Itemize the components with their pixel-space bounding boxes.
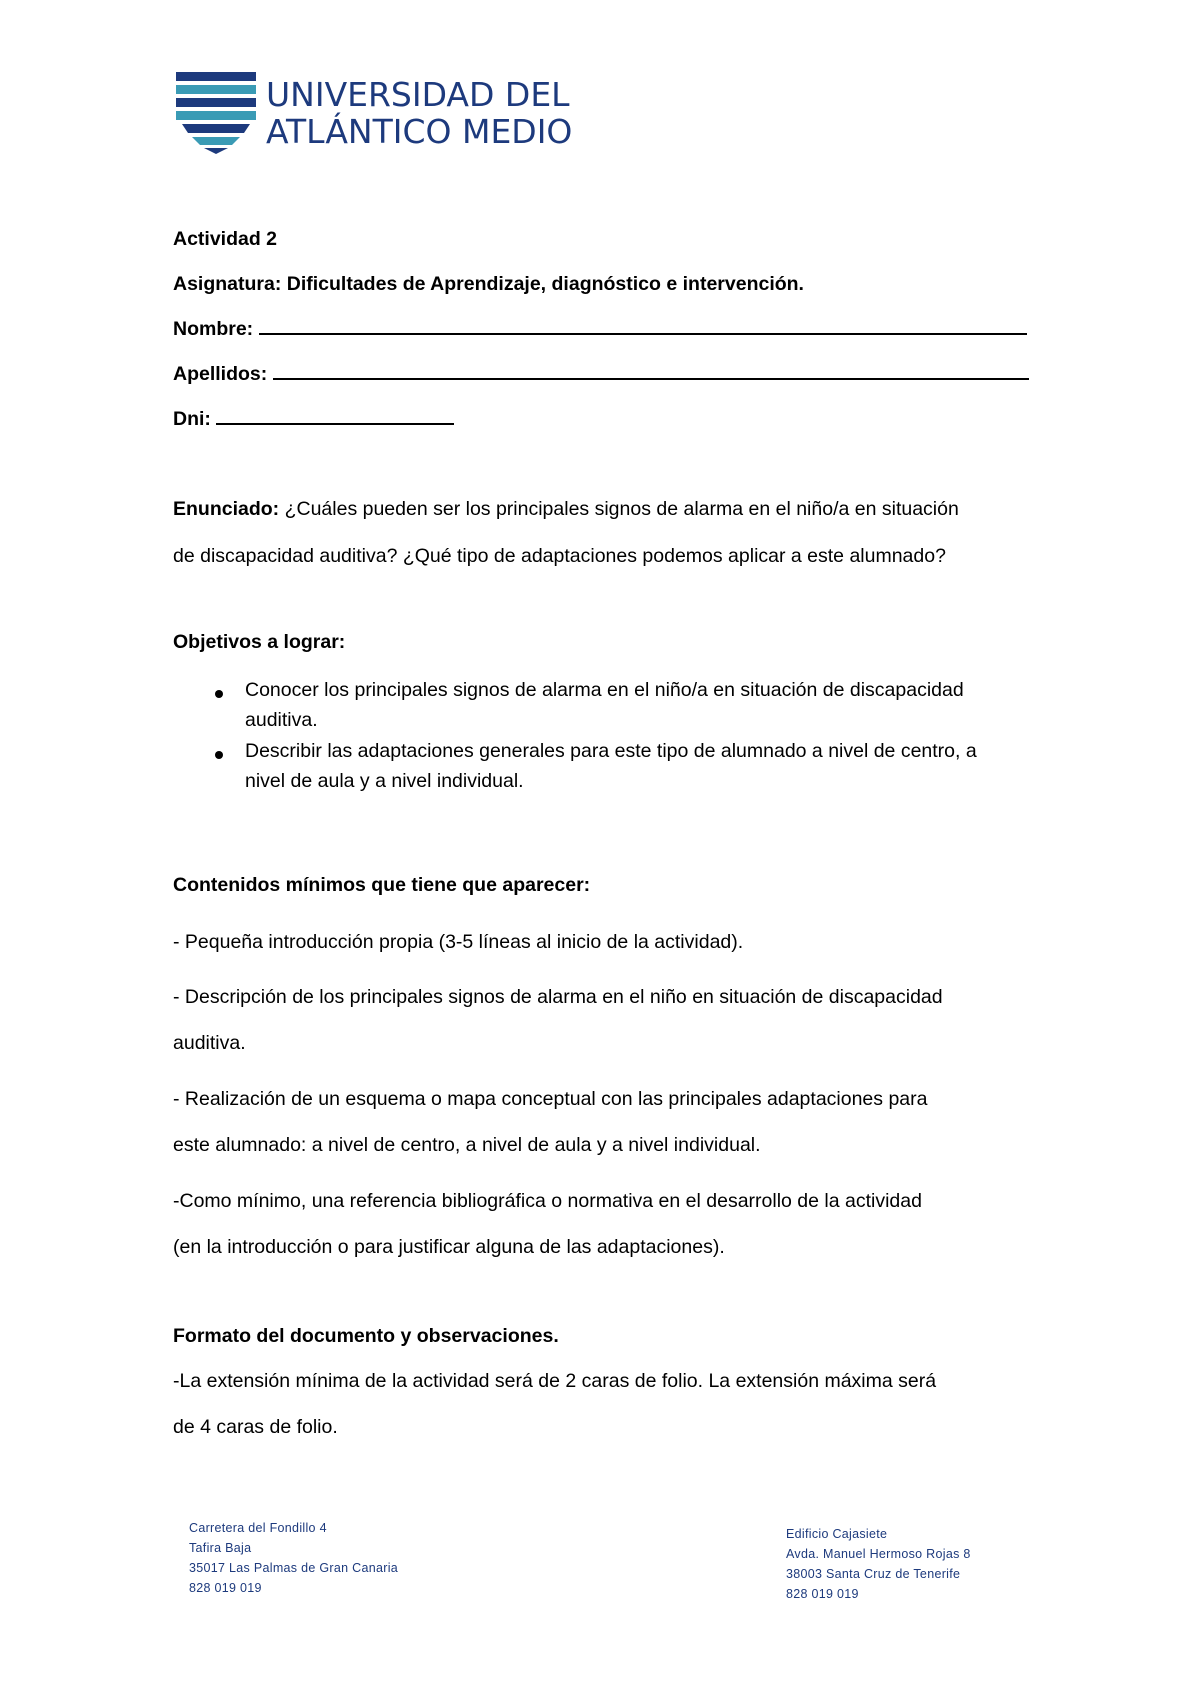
footer-left-line: 35017 Las Palmas de Gran Canaria bbox=[189, 1561, 399, 1575]
subject-line: Asignatura: Dificultades de Aprendizaje, diagnóstico e intervención. bbox=[173, 273, 804, 295]
objective-item-2: Describir las adaptaciones generales para este tipo de alumnado a nivel de centro, a nivel de aula y a nivel individual. bbox=[245, 740, 977, 792]
statement-line-1 bbox=[173, 498, 959, 521]
name-field-row bbox=[173, 318, 1027, 341]
format-heading: Formato del documento y observaciones. bbox=[173, 1325, 559, 1347]
dni-label: Dni: bbox=[173, 408, 211, 430]
logo-line-2: ATLÁNTICO MEDIO bbox=[266, 112, 573, 151]
format-line-2: de 4 caras de folio. bbox=[173, 1416, 338, 1438]
footer-left-line: Tafira Baja bbox=[189, 1541, 252, 1555]
contents-item-1: - Pequeña introducción propia (3-5 líneas al inicio de la actividad). bbox=[173, 931, 744, 953]
dni-field-row bbox=[173, 408, 454, 431]
objectives-heading: Objetivos a lograr: bbox=[173, 631, 346, 653]
contents-item-2-line-1: - Descripción de los principales signos de alarma en el niño en situación de discapacidad bbox=[173, 986, 943, 1008]
bullet-dot-2 bbox=[215, 751, 223, 759]
footer-left-line: Carretera del Fondillo 4 bbox=[189, 1521, 327, 1535]
university-name bbox=[266, 75, 573, 151]
name-blank-line[interactable] bbox=[259, 319, 1027, 335]
contents-item-2-line-2: auditiva. bbox=[173, 1032, 246, 1054]
contents-item-4-line-1: -Como mínimo, una referencia bibliográfica o normativa en el desarrollo de la actividad bbox=[173, 1190, 922, 1212]
footer-right-line: Edificio Cajasiete bbox=[786, 1527, 888, 1541]
name-label: Nombre: bbox=[173, 318, 254, 340]
statement-line-2: de discapacidad auditiva? ¿Qué tipo de adaptaciones podemos aplicar a este alumnado? bbox=[173, 545, 946, 567]
objective-item-1: Conocer los principales signos de alarma en el niño/a en situación de discapacidad auditiva. bbox=[245, 679, 964, 731]
activity-title: Actividad 2 bbox=[173, 228, 278, 250]
surname-field-row bbox=[173, 363, 1029, 386]
footer-address-left bbox=[189, 1518, 398, 1598]
university-emblem-icon bbox=[176, 72, 256, 154]
footer-right-line: 38003 Santa Cruz de Tenerife bbox=[786, 1567, 961, 1581]
footer-right-line: 828 019 019 bbox=[786, 1587, 859, 1601]
surname-blank-line[interactable] bbox=[273, 364, 1029, 380]
bullet-dot-1 bbox=[215, 690, 223, 698]
format-line-1: -La extensión mínima de la actividad será de 2 caras de folio. La extensión máxima será bbox=[173, 1370, 937, 1392]
footer-right-line: Avda. Manuel Hermoso Rojas 8 bbox=[786, 1547, 971, 1561]
contents-item-3-line-1: - Realización de un esquema o mapa conceptual con las principales adaptaciones para bbox=[173, 1088, 928, 1110]
dni-blank-line[interactable] bbox=[216, 409, 454, 425]
footer-address-right bbox=[786, 1524, 971, 1604]
statement-label: Enunciado: bbox=[173, 498, 280, 520]
statement-text-1: ¿Cuáles pueden ser los principales signos de alarma en el niño/a en situación bbox=[279, 498, 959, 520]
contents-item-4-line-2: (en la introducción o para justificar alguna de las adaptaciones). bbox=[173, 1236, 725, 1258]
contents-heading: Contenidos mínimos que tiene que aparecer: bbox=[173, 874, 591, 896]
contents-item-3-line-2: este alumnado: a nivel de centro, a nivel de aula y a nivel individual. bbox=[173, 1134, 761, 1156]
footer-left-line: 828 019 019 bbox=[189, 1581, 262, 1595]
logo-line-1: UNIVERSIDAD DEL bbox=[266, 75, 570, 114]
surname-label: Apellidos: bbox=[173, 363, 268, 385]
university-logo bbox=[176, 72, 573, 154]
